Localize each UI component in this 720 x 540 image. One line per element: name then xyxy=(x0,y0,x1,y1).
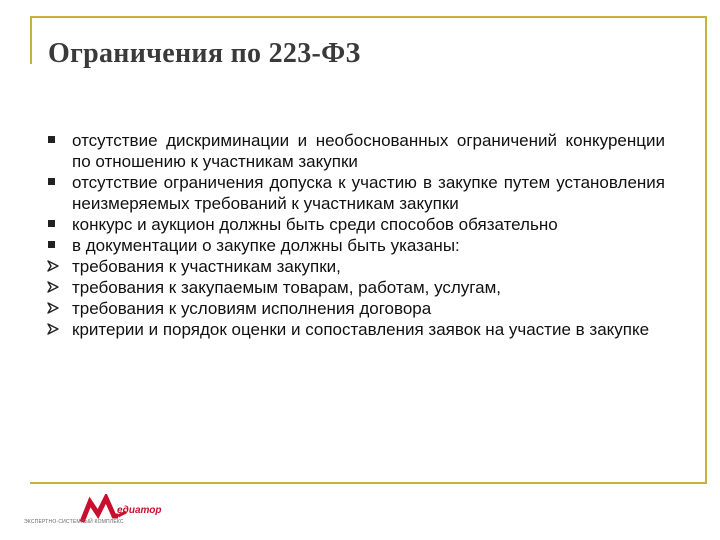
arrow-bullet-icon xyxy=(46,280,60,294)
frame-bottom-line xyxy=(30,482,707,484)
list-item xyxy=(48,277,665,298)
list-item-text: конкурс и аукцион должны быть среди способов обязательно xyxy=(72,215,558,234)
slide-title: Ограничения по 223-ФЗ xyxy=(48,38,361,69)
square-bullet-icon xyxy=(48,241,55,248)
arrow-bullet-icon xyxy=(46,259,60,273)
list-item-text: критерии и порядок оценки и сопоставления заявок на участие в закупке xyxy=(72,320,650,339)
frame-top-line xyxy=(30,16,706,18)
bullet-list xyxy=(48,130,665,340)
list-item xyxy=(48,235,665,256)
list-item xyxy=(48,214,665,235)
list-item xyxy=(48,130,665,172)
logo-tagline: ЭКСПЕРТНО-СИСТЕМНЫЙ КОМПЛЕКС xyxy=(24,519,124,525)
square-bullet-icon xyxy=(48,136,55,143)
list-item xyxy=(48,256,665,277)
list-item-text: отсутствие ограничения допуска к участию в закупке путем установления неизмеряемых требований к участникам закупки xyxy=(72,173,665,213)
list-item xyxy=(48,319,665,340)
square-bullet-icon xyxy=(48,220,55,227)
square-bullet-icon xyxy=(48,178,55,185)
logo-word: едиатор xyxy=(117,505,162,516)
arrow-bullet-icon xyxy=(46,322,60,336)
arrow-bullet-icon xyxy=(46,301,60,315)
frame-right-line xyxy=(705,16,707,484)
list-item-text: отсутствие дискриминации и необоснованных ограничений конкуренции по отношению к участникам закупки xyxy=(72,131,665,171)
list-item-text: требования к условиям исполнения договора xyxy=(72,299,432,318)
list-item-text: требования к закупаемым товарам, работам, услугам, xyxy=(72,278,501,297)
list-item-text: требования к участникам закупки, xyxy=(72,257,341,276)
list-item-text: в документации о закупке должны быть указаны: xyxy=(72,236,460,255)
list-item xyxy=(48,298,665,319)
frame-left-line xyxy=(30,16,32,64)
list-item xyxy=(48,172,665,214)
